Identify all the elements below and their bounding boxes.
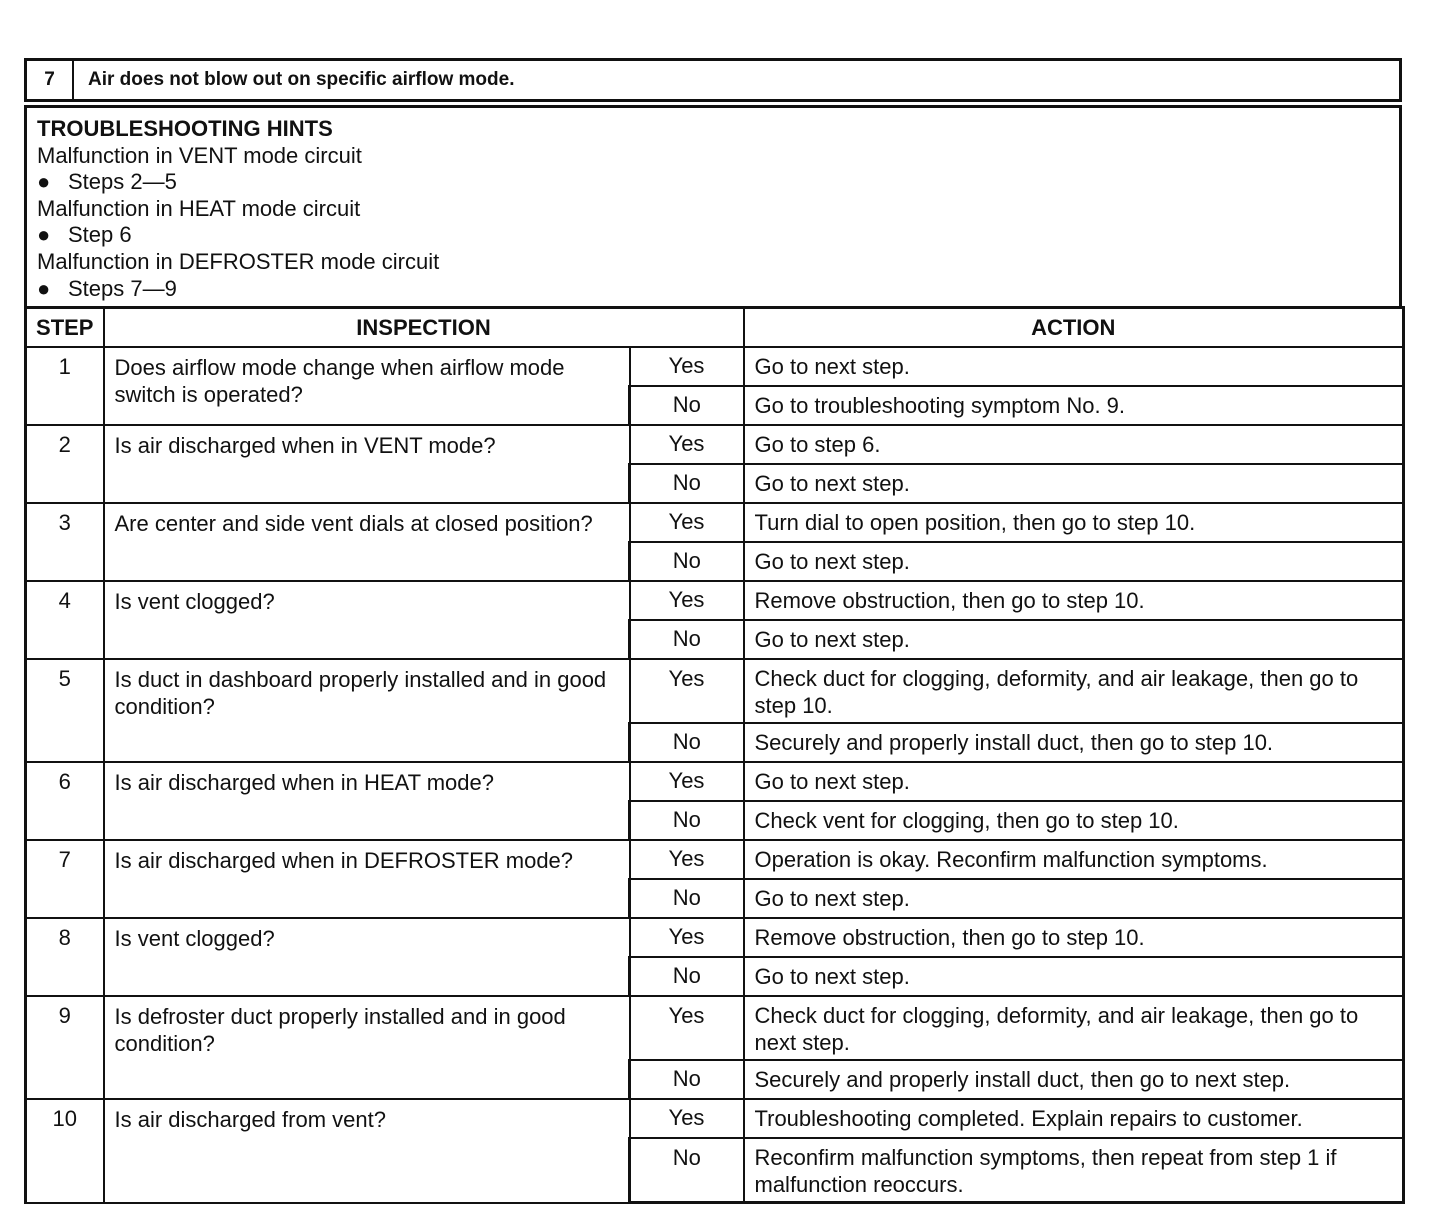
step-number: 3 xyxy=(26,503,104,581)
action-yes: Go to next step. xyxy=(744,347,1404,386)
troubleshooting-hints xyxy=(24,105,1402,306)
answer-no: No xyxy=(630,386,744,425)
answer-no: No xyxy=(630,801,744,840)
table-row xyxy=(26,996,1404,1060)
action-yes: Check duct for clogging, deformity, and air leakage, then go to step 10. xyxy=(744,659,1404,723)
symptom-title: Air does not blow out on specific airflow mode. xyxy=(88,69,515,90)
action-yes: Remove obstruction, then go to step 10. xyxy=(744,581,1404,620)
answer-yes: Yes xyxy=(630,840,744,879)
step-number: 10 xyxy=(26,1099,104,1203)
action-yes: Operation is okay. Reconfirm malfunction symptoms. xyxy=(744,840,1404,879)
hint-text: Steps 2—5 xyxy=(68,169,177,195)
action-yes: Check duct for clogging, deformity, and air leakage, then go to next step. xyxy=(744,996,1404,1060)
hint-step-range xyxy=(37,169,1389,196)
troubleshooting-sheet xyxy=(24,58,1402,1204)
answer-no: No xyxy=(630,1060,744,1099)
bullet-icon: ● xyxy=(37,169,51,195)
step-number: 7 xyxy=(26,840,104,918)
hint-step-range xyxy=(37,276,1389,303)
inspection-question: Does airflow mode change when airflow mode switch is operated? xyxy=(104,347,630,425)
action-no: Reconfirm malfunction symptoms, then repeat from step 1 if malfunction reoccurs. xyxy=(744,1138,1404,1203)
table-row xyxy=(26,840,1404,879)
answer-no: No xyxy=(630,542,744,581)
inspection-question: Is air discharged when in HEAT mode? xyxy=(104,762,630,840)
action-no: Go to next step. xyxy=(744,542,1404,581)
hint-lines xyxy=(37,143,1389,303)
header-step: STEP xyxy=(26,308,104,348)
step-number: 2 xyxy=(26,425,104,503)
inspection-question: Is defroster duct properly installed and in good condition? xyxy=(104,996,630,1099)
inspection-question: Is air discharged when in DEFROSTER mode? xyxy=(104,840,630,918)
steps-table xyxy=(24,306,1405,1204)
table-row xyxy=(26,425,1404,464)
hint-text: Malfunction in VENT mode circuit xyxy=(37,142,362,168)
action-no: Securely and properly install duct, then go to step 10. xyxy=(744,723,1404,762)
hint-text: Steps 7—9 xyxy=(68,275,177,301)
action-no: Go to next step. xyxy=(744,620,1404,659)
hint-circuit xyxy=(37,143,1389,170)
action-no: Go to troubleshooting symptom No. 9. xyxy=(744,386,1404,425)
step-number: 1 xyxy=(26,347,104,425)
hint-circuit xyxy=(37,249,1389,276)
step-number: 8 xyxy=(26,918,104,996)
table-row xyxy=(26,1099,1404,1138)
inspection-question: Is air discharged when in VENT mode? xyxy=(104,425,630,503)
inspection-question: Is duct in dashboard properly installed and in good condition? xyxy=(104,659,630,762)
answer-yes: Yes xyxy=(630,996,744,1060)
table-row xyxy=(26,762,1404,801)
action-yes: Go to next step. xyxy=(744,762,1404,801)
answer-yes: Yes xyxy=(630,581,744,620)
answer-no: No xyxy=(630,957,744,996)
action-no: Check vent for clogging, then go to step 10. xyxy=(744,801,1404,840)
hint-text: Step 6 xyxy=(68,222,132,248)
answer-no: No xyxy=(630,723,744,762)
action-yes: Turn dial to open position, then go to step 10. xyxy=(744,503,1404,542)
action-no: Go to next step. xyxy=(744,464,1404,503)
inspection-question: Is vent clogged? xyxy=(104,581,630,659)
table-row xyxy=(26,503,1404,542)
step-number: 5 xyxy=(26,659,104,762)
header-inspection: INSPECTION xyxy=(104,308,744,348)
header-action: ACTION xyxy=(744,308,1404,348)
answer-yes: Yes xyxy=(630,503,744,542)
action-yes: Remove obstruction, then go to step 10. xyxy=(744,918,1404,957)
action-yes: Go to step 6. xyxy=(744,425,1404,464)
table-header-row xyxy=(26,308,1404,348)
step-number: 6 xyxy=(26,762,104,840)
action-yes: Troubleshooting completed. Explain repairs to customer. xyxy=(744,1099,1404,1138)
table-row xyxy=(26,659,1404,723)
action-no: Go to next step. xyxy=(744,879,1404,918)
action-no: Go to next step. xyxy=(744,957,1404,996)
answer-no: No xyxy=(630,1138,744,1203)
table-row xyxy=(26,347,1404,386)
hint-text: Malfunction in HEAT mode circuit xyxy=(37,195,361,221)
hint-text: Malfunction in DEFROSTER mode circuit xyxy=(37,248,440,274)
symptom-header xyxy=(24,58,1402,102)
answer-yes: Yes xyxy=(630,425,744,464)
inspection-question: Is vent clogged? xyxy=(104,918,630,996)
action-no: Securely and properly install duct, then go to next step. xyxy=(744,1060,1404,1099)
symptom-number: 7 xyxy=(27,61,74,99)
answer-yes: Yes xyxy=(630,918,744,957)
inspection-question: Are center and side vent dials at closed position? xyxy=(104,503,630,581)
table-row xyxy=(26,918,1404,957)
step-number: 9 xyxy=(26,996,104,1099)
hint-step-range xyxy=(37,222,1389,249)
steps-body xyxy=(26,347,1404,1203)
answer-yes: Yes xyxy=(630,1099,744,1138)
answer-yes: Yes xyxy=(630,762,744,801)
answer-no: No xyxy=(630,620,744,659)
bullet-icon: ● xyxy=(37,275,51,301)
answer-no: No xyxy=(630,464,744,503)
hint-circuit xyxy=(37,196,1389,223)
table-row xyxy=(26,581,1404,620)
answer-yes: Yes xyxy=(630,659,744,723)
step-number: 4 xyxy=(26,581,104,659)
inspection-question: Is air discharged from vent? xyxy=(104,1099,630,1203)
bullet-icon: ● xyxy=(37,222,51,248)
answer-no: No xyxy=(630,879,744,918)
hints-title: TROUBLESHOOTING HINTS xyxy=(37,116,333,141)
answer-yes: Yes xyxy=(630,347,744,386)
